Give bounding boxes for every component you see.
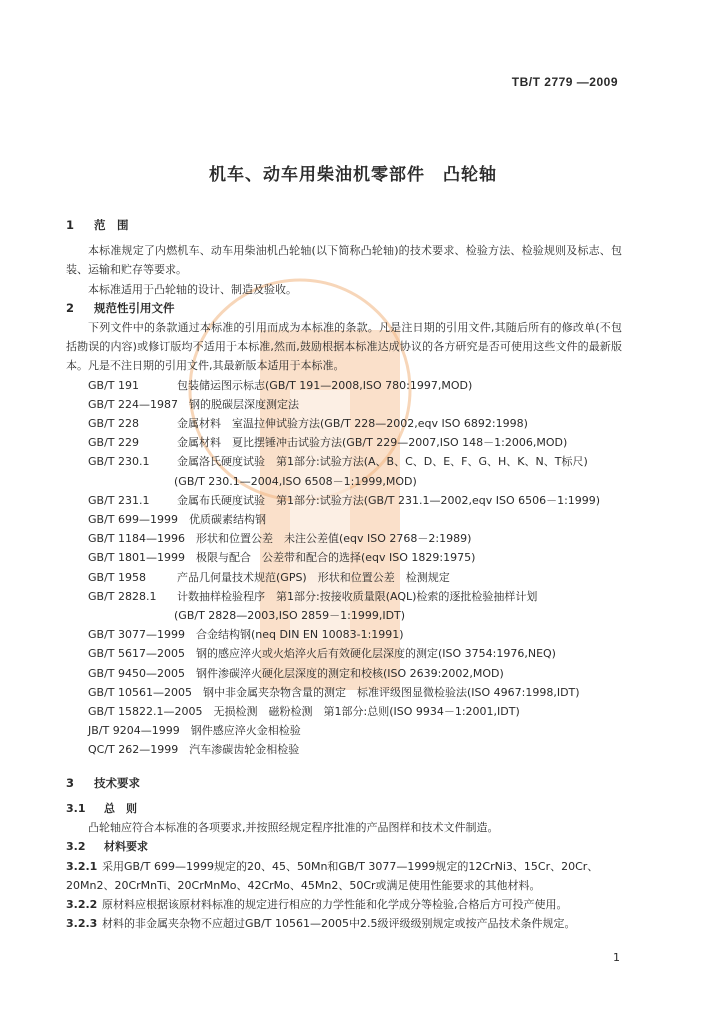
clause-number: 3.2.3 bbox=[66, 917, 98, 931]
reference-code: GB/T 9450—2005 bbox=[88, 666, 185, 680]
reference-title: 金属洛氏硬度试验 第1部分:试验方法(A、B、C、D、E、F、G、H、K、N、T标尺) bbox=[177, 455, 588, 469]
clause-3-2-1 bbox=[66, 857, 622, 876]
reference-title: 计数抽样检验程序 第1部分:按接收质量限(AQL)检索的逐批检验抽样计划 bbox=[177, 589, 538, 603]
reference-title: 产品几何量技术规范(GPS) 形状和位置公差 检测规定 bbox=[177, 570, 450, 584]
reference-title: 包装储运图示标志(GB/T 191—2008,ISO 780:1997,MOD) bbox=[177, 378, 473, 392]
reference-code: GB/T 10561—2005 bbox=[88, 685, 192, 699]
reference-code: GB/T 231.1 bbox=[88, 493, 150, 507]
section-title: 技术要求 bbox=[94, 775, 140, 790]
reference-title: 无损检测 磁粉检测 第1部分:总则(ISO 9934－1:2001,IDT) bbox=[213, 705, 520, 719]
reference-title: 形状和位置公差 未注公差值(eqv ISO 2768－2:1989) bbox=[195, 532, 472, 546]
reference-item bbox=[66, 587, 622, 606]
reference-item bbox=[66, 664, 622, 683]
reference-title: (GB/T 2828—2003,ISO 2859－1:1999,IDT) bbox=[174, 609, 406, 623]
reference-list bbox=[66, 376, 622, 760]
reference-title: 金属布氏硬度试验 第1部分:试验方法(GB/T 231.1—2002,eqv ISO 6506－1:1999) bbox=[177, 493, 601, 507]
reference-item bbox=[66, 414, 622, 433]
section-1-paragraph-1: 本标准规定了内燃机车、动车用柴油机凸轮轴(以下简称凸轮轴)的技术要求、检验方法、检验规则及标志、包装、运输和贮存等要求。 bbox=[66, 244, 622, 277]
reference-item bbox=[66, 529, 622, 548]
reference-code: GB/T 15822.1—2005 bbox=[88, 705, 203, 719]
reference-title: 钢中非金属夹杂物含量的测定 标准评级图显微检验法(ISO 4967:1998,IDT) bbox=[202, 685, 580, 699]
clause-3-2-3 bbox=[66, 914, 622, 933]
clause-number: 3.2.2 bbox=[66, 897, 98, 911]
reference-item bbox=[66, 702, 622, 721]
reference-code: JB/T 9204—1999 bbox=[88, 724, 180, 738]
reference-item bbox=[66, 548, 622, 567]
reference-item bbox=[66, 433, 622, 452]
page-title: 机车、动车用柴油机零部件 凸轮轴 bbox=[209, 165, 497, 185]
reference-code: GB/T 224—1987 bbox=[88, 397, 178, 411]
standard-number: TB/T 2779 —2009 bbox=[511, 75, 618, 89]
subsection-number: 3.2 bbox=[66, 840, 86, 854]
reference-title: 极限与配合 公差带和配合的选择(eqv ISO 1829:1975) bbox=[195, 551, 476, 565]
reference-code: GB/T 1801—1999 bbox=[88, 551, 185, 565]
reference-item bbox=[66, 491, 622, 510]
section-number: 2 bbox=[66, 300, 75, 315]
reference-item bbox=[66, 606, 622, 625]
reference-title: 优质碳素结构钢 bbox=[188, 513, 266, 527]
reference-code: GB/T 1958 bbox=[88, 570, 146, 584]
clause-number: 3.2.1 bbox=[66, 859, 98, 873]
subsection-3-1-heading bbox=[66, 799, 622, 818]
reference-title: 金属材料 室温拉伸试验方法(GB/T 228—2002,eqv ISO 6892:1998) bbox=[177, 417, 528, 431]
reference-code: GB/T 230.1 bbox=[88, 455, 150, 469]
reference-title: 钢的脱碳层深度测定法 bbox=[188, 397, 299, 411]
reference-code: QC/T 262—1999 bbox=[88, 743, 179, 757]
reference-item bbox=[66, 395, 622, 414]
clause-text: 原材料应根据该原材料标准的规定进行相应的力学性能和化学成分等检验,合格后方可投产使用。 bbox=[102, 897, 568, 911]
reference-code: GB/T 5617—2005 bbox=[88, 647, 185, 661]
clause-text: 采用GB/T 699—1999规定的20、45、50Mn和GB/T 3077—1999规定的12CrNi3、15Cr、20Cr、 bbox=[102, 859, 599, 873]
page-number: 1 bbox=[613, 951, 620, 964]
reference-code: GB/T 191 bbox=[88, 378, 139, 392]
reference-item bbox=[66, 721, 622, 740]
reference-title: 钢的感应淬火或火焰淬火后有效硬化层深度的测定(ISO 3754:1976,NEQ) bbox=[195, 647, 556, 661]
reference-item bbox=[66, 376, 622, 395]
subsection-number: 3.1 bbox=[66, 801, 86, 815]
section-3-heading bbox=[66, 774, 622, 793]
reference-code: GB/T 1184—1996 bbox=[88, 532, 185, 546]
clause-text: 材料的非金属夹杂物不应超过GB/T 10561—2005中2.5级评级级别规定或按产品技术条件规定。 bbox=[102, 917, 576, 931]
section-number: 1 bbox=[66, 218, 75, 232]
subsection-title: 总 则 bbox=[104, 801, 137, 815]
reference-item bbox=[66, 568, 622, 587]
reference-title: (GB/T 230.1—2004,ISO 6508－1:1999,MOD) bbox=[174, 474, 417, 488]
section-title: 规范性引用文件 bbox=[94, 300, 175, 315]
section-2-paragraph: 下列文件中的条款通过本标准的引用而成为本标准的条款。凡是注日期的引用文件,其随后所有的修改单(不包括勘误的内容)或修订版均不适用于本标准,然而,鼓励根据本标准达成协议的各方研究是否可使用这些文件的最新版本。凡是不注日期的引用文件,其最新版本适用于本标准。 bbox=[66, 321, 622, 373]
reference-code: GB/T 699—1999 bbox=[88, 513, 178, 527]
reference-code: GB/T 229 bbox=[88, 436, 139, 450]
subsection-3-2-heading bbox=[66, 837, 622, 856]
subsection-title: 材料要求 bbox=[104, 840, 148, 854]
reference-code: GB/T 3077—1999 bbox=[88, 628, 185, 642]
clause-3-2-2 bbox=[66, 895, 622, 914]
clause-3-2-1-continued: 20Mn2、20CrMnTi、20CrMnMo、42CrMo、45Mn2、50Cr或满足使用性能要求的其他材料。 bbox=[66, 878, 541, 892]
reference-item bbox=[66, 644, 622, 663]
reference-title: 汽车渗碳齿轮金相检验 bbox=[189, 743, 300, 757]
section-number: 3 bbox=[66, 775, 75, 790]
reference-title: 金属材料 夏比摆锤冲击试验方法(GB/T 229—2007,ISO 148－1:2006,MOD) bbox=[177, 436, 568, 450]
reference-item bbox=[66, 625, 622, 644]
reference-code: GB/T 228 bbox=[88, 417, 139, 431]
section-2-heading bbox=[66, 299, 622, 318]
reference-item bbox=[66, 740, 622, 759]
reference-item bbox=[66, 510, 622, 529]
reference-item bbox=[66, 452, 622, 471]
reference-item bbox=[66, 472, 622, 491]
section-1-heading bbox=[66, 216, 622, 235]
reference-title: 钢件渗碳淬火硬化层深度的测定和校核(ISO 2639:2002,MOD) bbox=[195, 666, 504, 680]
reference-item bbox=[66, 683, 622, 702]
subsection-3-1-paragraph: 凸轮轴应符合本标准的各项要求,并按照经规定程序批准的产品图样和技术文件制造。 bbox=[88, 821, 499, 835]
reference-title: 钢件感应淬火金相检验 bbox=[190, 724, 301, 738]
document-body bbox=[66, 216, 622, 933]
section-1-paragraph-2: 本标准适用于凸轮轴的设计、制造及验收。 bbox=[88, 282, 297, 296]
section-title: 范 围 bbox=[94, 218, 129, 232]
reference-title: 合金结构钢(neq DIN EN 10083-1:1991) bbox=[195, 628, 404, 642]
reference-code: GB/T 2828.1 bbox=[88, 589, 157, 603]
